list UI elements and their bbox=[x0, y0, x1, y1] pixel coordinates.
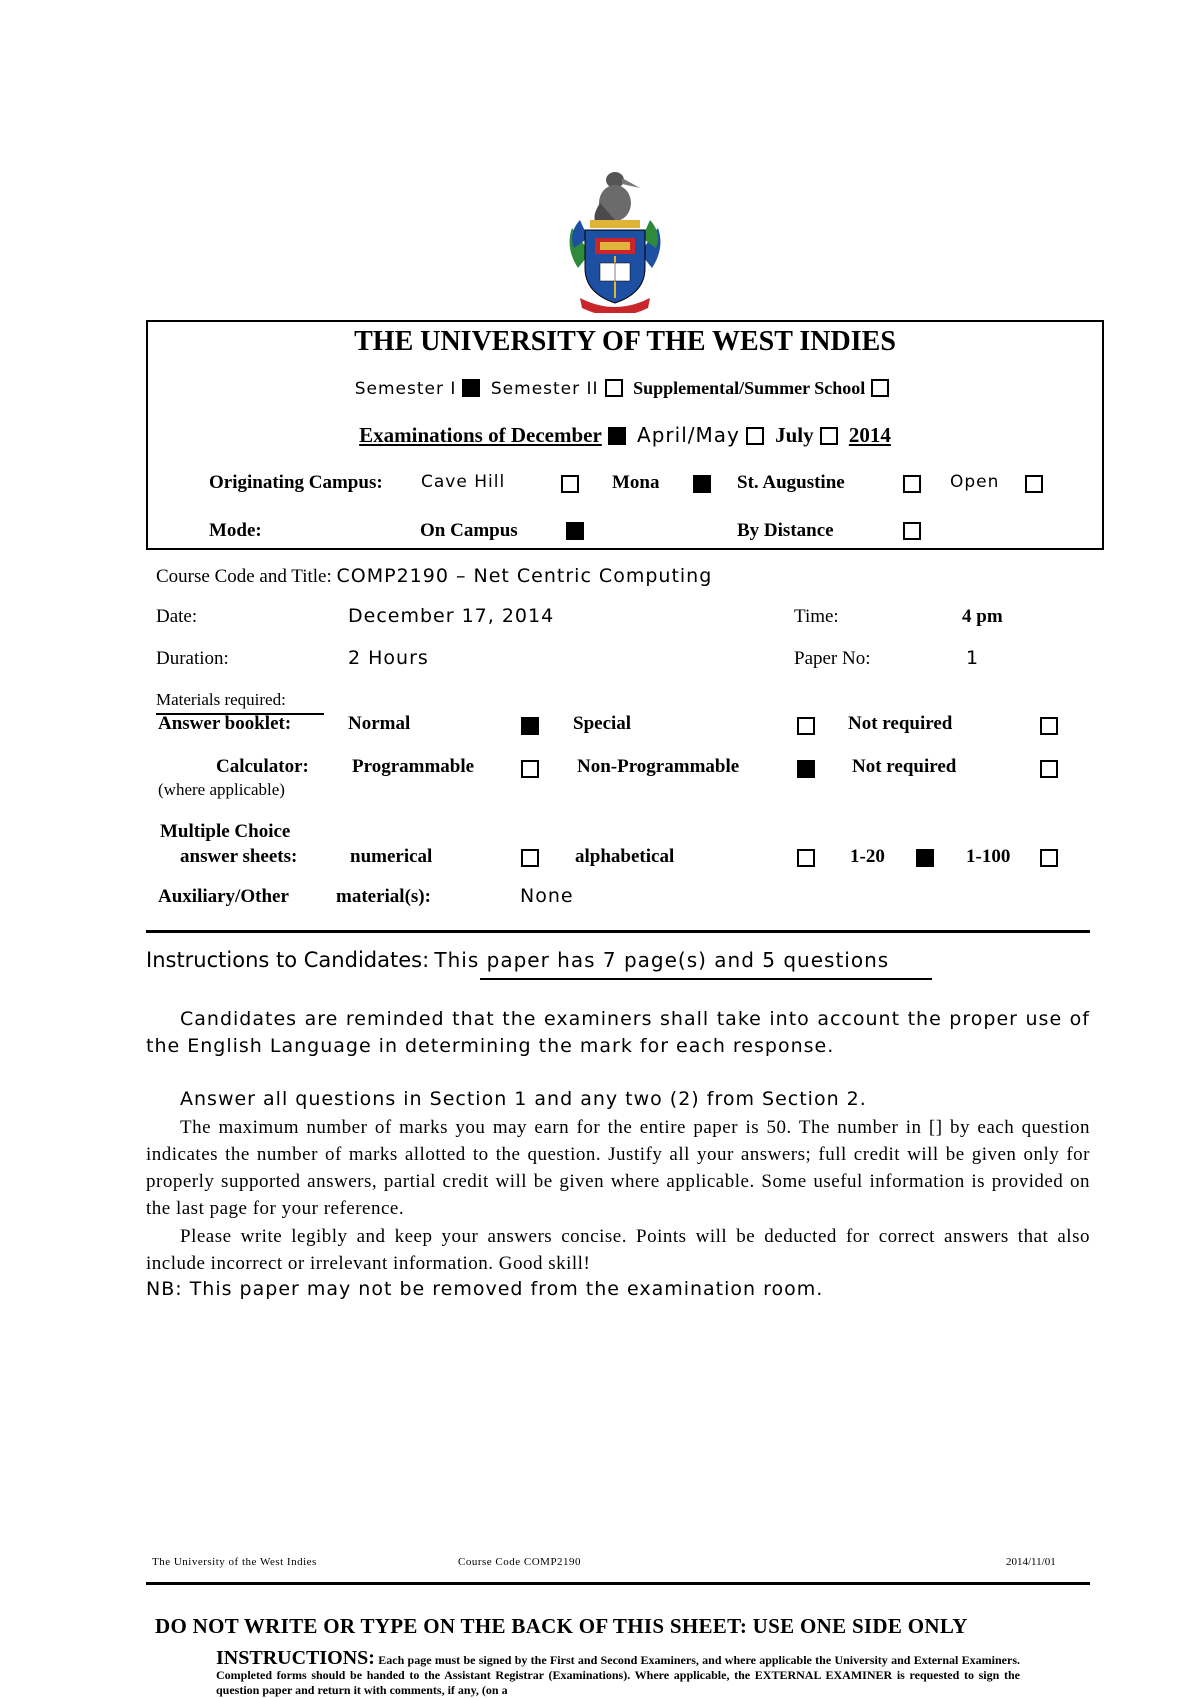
summary-underline bbox=[480, 978, 932, 980]
duration-value: 2 Hours bbox=[348, 647, 429, 669]
july-label: July bbox=[775, 423, 814, 447]
footer-instructions bbox=[216, 1647, 1020, 1698]
supplemental-checkbox[interactable] bbox=[871, 379, 889, 397]
university-name: THE UNIVERSITY OF THE WEST INDIES bbox=[354, 326, 896, 357]
normal-label: Normal bbox=[348, 713, 411, 734]
calculator-note: (where applicable) bbox=[158, 780, 285, 799]
july-checkbox[interactable] bbox=[820, 427, 838, 445]
numerical-checkbox[interactable] bbox=[521, 849, 539, 867]
instructions-row bbox=[146, 948, 889, 973]
on-campus-checkbox[interactable] bbox=[566, 522, 584, 540]
aux-label-2: material(s): bbox=[336, 886, 431, 907]
exam-year: 2014 bbox=[848, 423, 891, 447]
not-required-1-checkbox[interactable] bbox=[1040, 717, 1058, 735]
not-required-2-checkbox[interactable] bbox=[1040, 760, 1058, 778]
open-checkbox[interactable] bbox=[1025, 475, 1043, 493]
semester-row bbox=[148, 378, 1102, 399]
footer-middle: Course Code COMP2190 bbox=[458, 1556, 582, 1568]
date-label: Date: bbox=[156, 606, 198, 627]
st-augustine-checkbox[interactable] bbox=[903, 475, 921, 493]
supplemental-label: Supplemental/Summer School bbox=[633, 378, 866, 398]
cave-hill-label: Cave Hill bbox=[421, 472, 506, 492]
programmable-checkbox[interactable] bbox=[521, 760, 539, 778]
not-required-2-label: Not required bbox=[852, 756, 957, 777]
special-label: Special bbox=[573, 713, 632, 734]
exam-header-box bbox=[146, 320, 1104, 550]
mona-label: Mona bbox=[612, 472, 660, 493]
paper-label: Paper No: bbox=[794, 648, 871, 669]
april-may-checkbox[interactable] bbox=[746, 427, 764, 445]
exam-period-label: Examinations of December bbox=[359, 423, 602, 447]
course-label: Course Code and Title: bbox=[156, 566, 332, 587]
not-required-1-label: Not required bbox=[848, 713, 953, 734]
instruction-paragraph-1: Candidates are reminded that the examiners shall take into account the proper use of the English Language in determining the mark for each response. bbox=[146, 1008, 1090, 1057]
range-2-label: 1-100 bbox=[966, 846, 1011, 867]
course-row bbox=[156, 565, 712, 588]
normal-checkbox[interactable] bbox=[521, 717, 539, 735]
instruction-paragraph-5: NB: This paper may not be removed from the examination room. bbox=[146, 1278, 824, 1300]
section-divider bbox=[146, 930, 1090, 933]
range-1-checkbox[interactable] bbox=[916, 849, 934, 867]
range-2-checkbox[interactable] bbox=[1040, 849, 1058, 867]
answer-booklet-label: Answer booklet: bbox=[158, 713, 292, 734]
by-distance-checkbox[interactable] bbox=[903, 522, 921, 540]
alphabetical-checkbox[interactable] bbox=[797, 849, 815, 867]
footer-instructions-text: Each page must be signed by the First and Second Examiners, and where applicable the University and External Examiners. Completed forms should be handed to the Assistant Registrar (Examinations). Where applicable, the EXTERNAL EXAMINER is requested to sign the question paper and return it with comments, if any, (on a bbox=[216, 1653, 1020, 1697]
alphabetical-label: alphabetical bbox=[575, 846, 675, 867]
date-value: December 17, 2014 bbox=[348, 605, 555, 627]
non-programmable-checkbox[interactable] bbox=[797, 760, 815, 778]
exam-period-row bbox=[148, 423, 1102, 448]
campus-label: Originating Campus: bbox=[209, 472, 383, 493]
special-checkbox[interactable] bbox=[797, 717, 815, 735]
mode-label: Mode: bbox=[209, 520, 262, 541]
semester-1-label: Semester I bbox=[354, 379, 457, 399]
calculator-label: Calculator: bbox=[216, 756, 309, 777]
time-value: 4 pm bbox=[962, 606, 1003, 627]
footer-left: The University of the West Indies bbox=[152, 1556, 317, 1568]
by-distance-label: By Distance bbox=[737, 520, 834, 541]
footer-right: 2014/11/01 bbox=[1006, 1556, 1056, 1568]
instruction-paragraph-3: The maximum number of marks you may earn for the entire paper is 50. The number in [] by each question indicates the number of marks allotted to the question. Justify all your answers; full credit will be given only for properly supported answers, partial credit will be given where applicable. Some useful information is provided on the last page for your reference. bbox=[146, 1117, 1090, 1219]
december-checkbox[interactable] bbox=[608, 427, 626, 445]
semester-2-label: Semester II bbox=[490, 379, 599, 399]
mona-checkbox[interactable] bbox=[693, 475, 711, 493]
instruction-paragraph-4: Please write legibly and keep your answers concise. Points will be deducted for correct answers that also include incorrect or irrelevant information. Good skill! bbox=[146, 1226, 1090, 1274]
non-programmable-label: Non-Programmable bbox=[577, 756, 740, 777]
mc-label-2: answer sheets: bbox=[180, 846, 298, 867]
aux-label-1: Auxiliary/Other bbox=[158, 886, 289, 907]
cave-hill-checkbox[interactable] bbox=[561, 475, 579, 493]
programmable-label: Programmable bbox=[352, 756, 475, 777]
course-value: COMP2190 – Net Centric Computing bbox=[336, 565, 713, 587]
instructions-summary: This paper has 7 page(s) and 5 questions bbox=[434, 948, 890, 972]
aux-value: None bbox=[520, 885, 574, 907]
semester-1-checkbox[interactable] bbox=[462, 379, 480, 397]
instruction-paragraph-2: Answer all questions in Section 1 and any two (2) from Section 2. bbox=[180, 1088, 867, 1110]
materials-label: Materials required: bbox=[156, 690, 286, 709]
st-augustine-label: St. Augustine bbox=[737, 472, 845, 493]
paper-value: 1 bbox=[966, 647, 980, 669]
on-campus-label: On Campus bbox=[420, 520, 518, 541]
duration-label: Duration: bbox=[156, 648, 229, 669]
april-may-label: April/May bbox=[637, 423, 740, 447]
open-label: Open bbox=[950, 472, 1000, 492]
range-1-label: 1-20 bbox=[850, 846, 885, 867]
mc-label-1: Multiple Choice bbox=[160, 821, 291, 842]
footer-divider bbox=[146, 1582, 1090, 1585]
instructions-heading: Instructions to Candidates: bbox=[146, 948, 430, 972]
time-label: Time: bbox=[794, 606, 839, 627]
footer-instructions-heading: INSTRUCTIONS: bbox=[216, 1647, 375, 1669]
numerical-label: numerical bbox=[350, 846, 433, 867]
semester-2-checkbox[interactable] bbox=[605, 379, 623, 397]
footer-warning: DO NOT WRITE OR TYPE ON THE BACK OF THIS SHEET: USE ONE SIDE ONLY bbox=[155, 1614, 968, 1638]
university-crest bbox=[560, 158, 670, 313]
